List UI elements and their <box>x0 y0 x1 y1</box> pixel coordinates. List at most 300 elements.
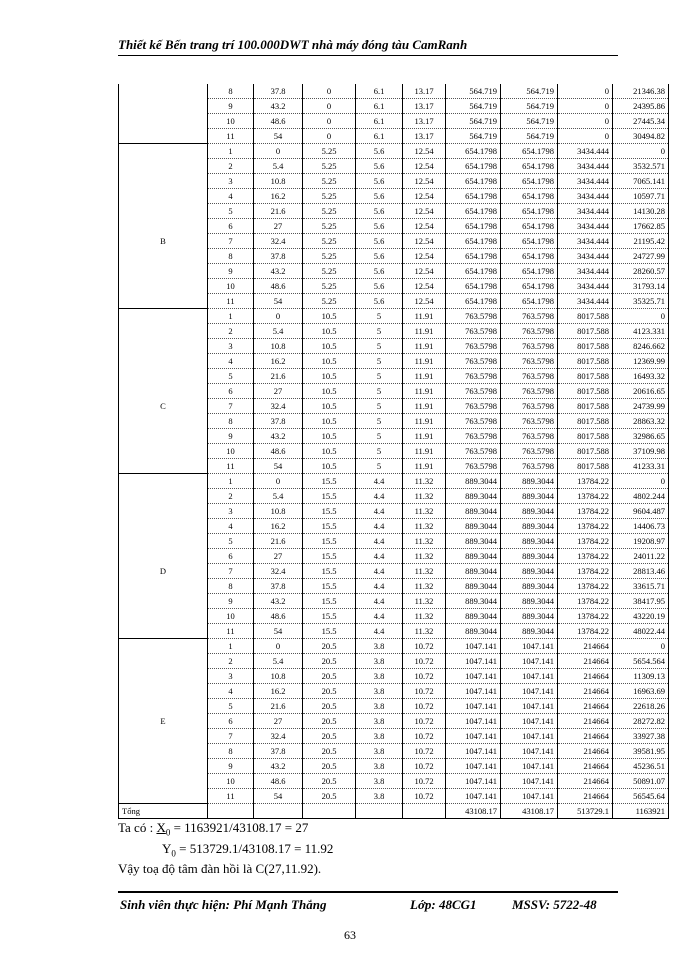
table-cell: 1047.141 <box>446 669 501 684</box>
table-cell: 5 <box>356 369 403 384</box>
table-cell: 5 <box>208 699 254 714</box>
table-cell: 1047.141 <box>446 699 501 714</box>
table-cell: 5.4 <box>254 159 303 174</box>
table-cell: 1047.141 <box>446 684 501 699</box>
table-cell: 11.32 <box>403 549 446 564</box>
table-row <box>119 474 669 489</box>
table-cell: 889.3044 <box>501 519 558 534</box>
table-cell: 7 <box>208 399 254 414</box>
table-cell: 0 <box>558 114 613 129</box>
table-cell: 0 <box>613 144 669 159</box>
group-label-cell <box>119 369 208 384</box>
table-row <box>119 459 669 474</box>
table-row <box>119 144 669 159</box>
footer-student: Sinh viên thực hiện: Phí Mạnh Thắng <box>120 897 327 912</box>
table-cell: 1047.141 <box>446 789 501 804</box>
table-row <box>119 189 669 204</box>
table-cell: 3.8 <box>356 699 403 714</box>
group-label-cell <box>119 669 208 684</box>
footer-class: Lớp: 48CG1 <box>410 897 477 912</box>
table-cell: 11.91 <box>403 414 446 429</box>
table-cell: 11.91 <box>403 309 446 324</box>
table-cell: 1047.141 <box>501 759 558 774</box>
table-cell: 763.5798 <box>446 354 501 369</box>
table-cell: 889.3044 <box>446 504 501 519</box>
table-cell: 1047.141 <box>501 789 558 804</box>
table-cell: 5.6 <box>356 159 403 174</box>
group-label-cell <box>119 204 208 219</box>
table-cell: 5654.564 <box>613 654 669 669</box>
table-cell: 0 <box>613 309 669 324</box>
table-cell: 564.719 <box>446 84 501 99</box>
table-cell: 654.1798 <box>501 174 558 189</box>
table-row <box>119 354 669 369</box>
table-cell: 4 <box>208 519 254 534</box>
table-cell: 889.3044 <box>501 504 558 519</box>
table-cell: 9 <box>208 264 254 279</box>
group-label-cell <box>119 144 208 159</box>
table-cell: 6 <box>208 384 254 399</box>
table-row <box>119 669 669 684</box>
table-cell: 32.4 <box>254 729 303 744</box>
table-cell: 8017.588 <box>558 459 613 474</box>
table-cell: 5.25 <box>303 279 356 294</box>
table-cell: 9604.487 <box>613 504 669 519</box>
table-cell: 1 <box>208 309 254 324</box>
table-cell: 12.54 <box>403 234 446 249</box>
table-cell: 1047.141 <box>446 774 501 789</box>
table-cell: 37.8 <box>254 249 303 264</box>
table-cell: 21.6 <box>254 204 303 219</box>
table-cell: 889.3044 <box>446 594 501 609</box>
table-cell: 763.5798 <box>501 354 558 369</box>
table-cell: 24395.86 <box>613 99 669 114</box>
table-cell: 889.3044 <box>446 564 501 579</box>
table-cell: 7065.141 <box>613 174 669 189</box>
group-label-cell <box>119 174 208 189</box>
table-cell: 11 <box>208 624 254 639</box>
table-cell: 5.4 <box>254 654 303 669</box>
table-cell: 8 <box>208 414 254 429</box>
table-cell: 3434.444 <box>558 144 613 159</box>
group-label-cell <box>119 744 208 759</box>
table-cell: 37.8 <box>254 744 303 759</box>
table-cell: 889.3044 <box>501 594 558 609</box>
table-cell: 10.5 <box>303 429 356 444</box>
table-cell: 10.8 <box>254 669 303 684</box>
total-cell: 1163921 <box>613 804 669 819</box>
table-cell: 24739.99 <box>613 399 669 414</box>
x-expression: = 1163921/43108.17 = 27 <box>170 820 309 835</box>
table-cell: 564.719 <box>501 84 558 99</box>
table-cell: 214664 <box>558 639 613 654</box>
table-cell: 5.25 <box>303 159 356 174</box>
table-cell: 11.32 <box>403 489 446 504</box>
table-row <box>119 684 669 699</box>
table-cell: 8246.662 <box>613 339 669 354</box>
table-row <box>119 99 669 114</box>
group-label-cell <box>119 279 208 294</box>
table-cell: 1047.141 <box>501 744 558 759</box>
table-cell: 54 <box>254 129 303 144</box>
table-cell: 5.6 <box>356 234 403 249</box>
table-cell: 1047.141 <box>501 729 558 744</box>
table-cell: 12.54 <box>403 174 446 189</box>
table-cell: 6.1 <box>356 84 403 99</box>
table-cell: 13.17 <box>403 129 446 144</box>
table-cell: 11.32 <box>403 474 446 489</box>
table-cell: 9 <box>208 759 254 774</box>
table-cell: 9 <box>208 429 254 444</box>
table-cell: 7 <box>208 564 254 579</box>
table-cell: 11.32 <box>403 519 446 534</box>
table-row <box>119 114 669 129</box>
table-cell: 3.8 <box>356 744 403 759</box>
conclusion-prefix: Ta có : <box>118 820 157 835</box>
table-cell: 15.5 <box>303 564 356 579</box>
table-cell: 654.1798 <box>501 144 558 159</box>
table-cell: 11.32 <box>403 534 446 549</box>
table-cell: 889.3044 <box>446 534 501 549</box>
group-label-cell: D <box>119 564 208 579</box>
table-cell: 33927.38 <box>613 729 669 744</box>
table-cell: 12.54 <box>403 249 446 264</box>
table-cell: 564.719 <box>446 99 501 114</box>
table-cell: 1047.141 <box>501 639 558 654</box>
table-cell: 3 <box>208 669 254 684</box>
table-row <box>119 549 669 564</box>
table-cell: 8017.588 <box>558 354 613 369</box>
table-cell: 11.91 <box>403 399 446 414</box>
table-cell: 16.2 <box>254 519 303 534</box>
table-cell: 1047.141 <box>501 669 558 684</box>
table-cell: 0 <box>254 144 303 159</box>
table-cell: 5.6 <box>356 264 403 279</box>
table-cell: 8017.588 <box>558 429 613 444</box>
table-cell: 654.1798 <box>446 174 501 189</box>
table-cell: 16.2 <box>254 684 303 699</box>
table-row <box>119 309 669 324</box>
table-row <box>119 294 669 309</box>
table-cell: 4.4 <box>356 504 403 519</box>
group-label-cell <box>119 219 208 234</box>
table-cell: 10.72 <box>403 789 446 804</box>
table-cell: 214664 <box>558 669 613 684</box>
table-cell: 48.6 <box>254 114 303 129</box>
table-cell: 3.8 <box>356 639 403 654</box>
table-cell: 763.5798 <box>501 444 558 459</box>
table-cell: 13784.22 <box>558 609 613 624</box>
table-row <box>119 519 669 534</box>
table-cell: 10.5 <box>303 414 356 429</box>
table-cell: 10 <box>208 774 254 789</box>
table-cell: 21346.38 <box>613 84 669 99</box>
table-row <box>119 324 669 339</box>
table-cell: 5.6 <box>356 219 403 234</box>
table-cell: 15.5 <box>303 489 356 504</box>
table-cell: 15.5 <box>303 624 356 639</box>
table-cell: 1 <box>208 474 254 489</box>
table-cell: 889.3044 <box>501 624 558 639</box>
table-cell: 20.5 <box>303 654 356 669</box>
table-cell: 0 <box>254 639 303 654</box>
table-cell: 763.5798 <box>446 309 501 324</box>
table-row <box>119 384 669 399</box>
table-cell: 21.6 <box>254 534 303 549</box>
table-cell: 4.4 <box>356 474 403 489</box>
table-cell: 10.72 <box>403 639 446 654</box>
total-cell <box>403 804 446 819</box>
table-cell: 10.5 <box>303 324 356 339</box>
table-cell: 37.8 <box>254 414 303 429</box>
table-cell: 5 <box>356 414 403 429</box>
table-cell: 3434.444 <box>558 249 613 264</box>
table-cell: 5 <box>356 339 403 354</box>
table-cell: 1047.141 <box>446 729 501 744</box>
table-cell: 48.6 <box>254 444 303 459</box>
table-cell: 889.3044 <box>501 534 558 549</box>
table-cell: 654.1798 <box>501 234 558 249</box>
table-cell: 5.4 <box>254 489 303 504</box>
table-cell: 4.4 <box>356 564 403 579</box>
table-cell: 12369.99 <box>613 354 669 369</box>
table-cell: 5.6 <box>356 204 403 219</box>
table-cell: 13784.22 <box>558 519 613 534</box>
table-cell: 15.5 <box>303 549 356 564</box>
group-label-cell: C <box>119 399 208 414</box>
table-cell: 28272.82 <box>613 714 669 729</box>
table-cell: 3.8 <box>356 729 403 744</box>
total-cell <box>208 804 254 819</box>
table-cell: 31793.14 <box>613 279 669 294</box>
table-cell: 11.32 <box>403 594 446 609</box>
table-cell: 214664 <box>558 714 613 729</box>
table-cell: 43220.19 <box>613 609 669 624</box>
table-cell: 10.5 <box>303 399 356 414</box>
table-cell: 7 <box>208 729 254 744</box>
table-cell: 763.5798 <box>446 339 501 354</box>
table-cell: 763.5798 <box>501 384 558 399</box>
group-label-cell <box>119 654 208 669</box>
table-cell: 4.4 <box>356 534 403 549</box>
table-cell: 28260.57 <box>613 264 669 279</box>
table-cell: 12.54 <box>403 204 446 219</box>
table-cell: 214664 <box>558 729 613 744</box>
table-cell: 38417.95 <box>613 594 669 609</box>
table-cell: 37.8 <box>254 84 303 99</box>
group-label-cell <box>119 294 208 309</box>
table-cell: 3 <box>208 339 254 354</box>
table-row <box>119 654 669 669</box>
table-cell: 10.72 <box>403 774 446 789</box>
table-cell: 889.3044 <box>501 549 558 564</box>
group-label-cell <box>119 114 208 129</box>
table-cell: 889.3044 <box>501 579 558 594</box>
table-cell: 11.91 <box>403 369 446 384</box>
table-cell: 5 <box>208 369 254 384</box>
table-cell: 11.91 <box>403 339 446 354</box>
table-cell: 3.8 <box>356 759 403 774</box>
table-row <box>119 414 669 429</box>
table-cell: 0 <box>558 99 613 114</box>
table-cell: 10.72 <box>403 699 446 714</box>
table-cell: 8 <box>208 744 254 759</box>
table-cell: 0 <box>303 129 356 144</box>
table-cell: 10.72 <box>403 669 446 684</box>
table-cell: 3434.444 <box>558 189 613 204</box>
table-cell: 889.3044 <box>446 549 501 564</box>
table-cell: 16.2 <box>254 189 303 204</box>
table-row <box>119 624 669 639</box>
group-label-cell <box>119 429 208 444</box>
table-cell: 654.1798 <box>446 264 501 279</box>
table-cell: 10.8 <box>254 504 303 519</box>
table-cell: 10.72 <box>403 654 446 669</box>
table-cell: 0 <box>613 474 669 489</box>
table-cell: 3434.444 <box>558 204 613 219</box>
table-cell: 2 <box>208 489 254 504</box>
table-cell: 48022.44 <box>613 624 669 639</box>
table-cell: 48.6 <box>254 774 303 789</box>
table-cell: 11.91 <box>403 444 446 459</box>
table-cell: 15.5 <box>303 579 356 594</box>
conclusion-line-y <box>118 841 333 862</box>
group-label-cell <box>119 489 208 504</box>
table-cell: 8017.588 <box>558 369 613 384</box>
table-cell: 11.91 <box>403 324 446 339</box>
table-cell: 654.1798 <box>501 204 558 219</box>
table-cell: 13784.22 <box>558 564 613 579</box>
table-cell: 6.1 <box>356 99 403 114</box>
table-cell: 12.54 <box>403 144 446 159</box>
table-row <box>119 444 669 459</box>
table-cell: 50891.07 <box>613 774 669 789</box>
table-cell: 10597.71 <box>613 189 669 204</box>
table-cell: 564.719 <box>446 129 501 144</box>
footer-rule <box>118 891 618 893</box>
table-cell: 654.1798 <box>501 249 558 264</box>
table-cell: 11.91 <box>403 459 446 474</box>
table-cell: 10.5 <box>303 459 356 474</box>
table-cell: 763.5798 <box>501 429 558 444</box>
table-cell: 14130.28 <box>613 204 669 219</box>
table-cell: 214664 <box>558 684 613 699</box>
table-cell: 10 <box>208 279 254 294</box>
table-cell: 10.5 <box>303 384 356 399</box>
table-cell: 11.32 <box>403 579 446 594</box>
table-cell: 20.5 <box>303 699 356 714</box>
table-cell: 10.72 <box>403 684 446 699</box>
group-label-cell <box>119 84 208 99</box>
table-cell: 28813.46 <box>613 564 669 579</box>
table-cell: 54 <box>254 624 303 639</box>
group-label-cell <box>119 594 208 609</box>
table-cell: 11 <box>208 459 254 474</box>
table-row <box>119 174 669 189</box>
page-number: 63 <box>344 928 356 942</box>
table-cell: 5.6 <box>356 294 403 309</box>
table-row <box>119 789 669 804</box>
table-cell: 8017.588 <box>558 339 613 354</box>
table-cell: 763.5798 <box>446 429 501 444</box>
table-cell: 10.8 <box>254 174 303 189</box>
table-cell: 763.5798 <box>501 414 558 429</box>
table-cell: 4802.244 <box>613 489 669 504</box>
table-cell: 5 <box>208 534 254 549</box>
table-cell: 0 <box>303 99 356 114</box>
table-cell: 10.5 <box>303 369 356 384</box>
table-cell: 214664 <box>558 759 613 774</box>
table-cell: 10 <box>208 609 254 624</box>
table-cell: 8017.588 <box>558 444 613 459</box>
table-cell: 10.5 <box>303 354 356 369</box>
table-cell: 5.25 <box>303 204 356 219</box>
table-cell: 11309.13 <box>613 669 669 684</box>
table-cell: 10.72 <box>403 744 446 759</box>
table-cell: 6 <box>208 219 254 234</box>
table-cell: 20.5 <box>303 729 356 744</box>
table-cell: 763.5798 <box>446 459 501 474</box>
group-label-cell <box>119 789 208 804</box>
table-row <box>119 699 669 714</box>
table-cell: 20.5 <box>303 684 356 699</box>
table-row <box>119 594 669 609</box>
table-cell: 1047.141 <box>501 699 558 714</box>
table-cell: 3.8 <box>356 714 403 729</box>
table-cell: 654.1798 <box>501 279 558 294</box>
table-cell: 8017.588 <box>558 414 613 429</box>
table-cell: 5.25 <box>303 264 356 279</box>
group-label-cell <box>119 354 208 369</box>
data-table <box>118 84 669 819</box>
group-label-cell <box>119 249 208 264</box>
table-cell: 564.719 <box>446 114 501 129</box>
table-row <box>119 579 669 594</box>
table-cell: 0 <box>303 84 356 99</box>
table-cell: 12.54 <box>403 189 446 204</box>
table-cell: 16.2 <box>254 354 303 369</box>
group-label-cell <box>119 444 208 459</box>
table-cell: 41233.31 <box>613 459 669 474</box>
table-cell: 6 <box>208 714 254 729</box>
table-cell: 763.5798 <box>501 324 558 339</box>
table-cell: 564.719 <box>501 99 558 114</box>
table-cell: 13784.22 <box>558 504 613 519</box>
table-cell: 17662.85 <box>613 219 669 234</box>
table-cell: 13.17 <box>403 99 446 114</box>
table-cell: 3.8 <box>356 789 403 804</box>
table-cell: 5.25 <box>303 174 356 189</box>
group-label-cell <box>119 609 208 624</box>
table-row <box>119 504 669 519</box>
group-label-cell <box>119 159 208 174</box>
table-cell: 10.8 <box>254 339 303 354</box>
table-cell: 889.3044 <box>501 564 558 579</box>
table-cell: 3434.444 <box>558 174 613 189</box>
table-cell: 54 <box>254 789 303 804</box>
data-table-body <box>119 84 669 819</box>
table-cell: 889.3044 <box>446 579 501 594</box>
table-cell: 4.4 <box>356 624 403 639</box>
table-row <box>119 489 669 504</box>
table-cell: 1 <box>208 639 254 654</box>
conclusion-line-result: Vậy toạ độ tâm đàn hồi là C(27,11.92). <box>118 861 322 877</box>
table-cell: 654.1798 <box>501 294 558 309</box>
table-cell: 889.3044 <box>446 489 501 504</box>
table-cell: 8017.588 <box>558 384 613 399</box>
table-cell: 3.8 <box>356 669 403 684</box>
table-cell: 20616.65 <box>613 384 669 399</box>
